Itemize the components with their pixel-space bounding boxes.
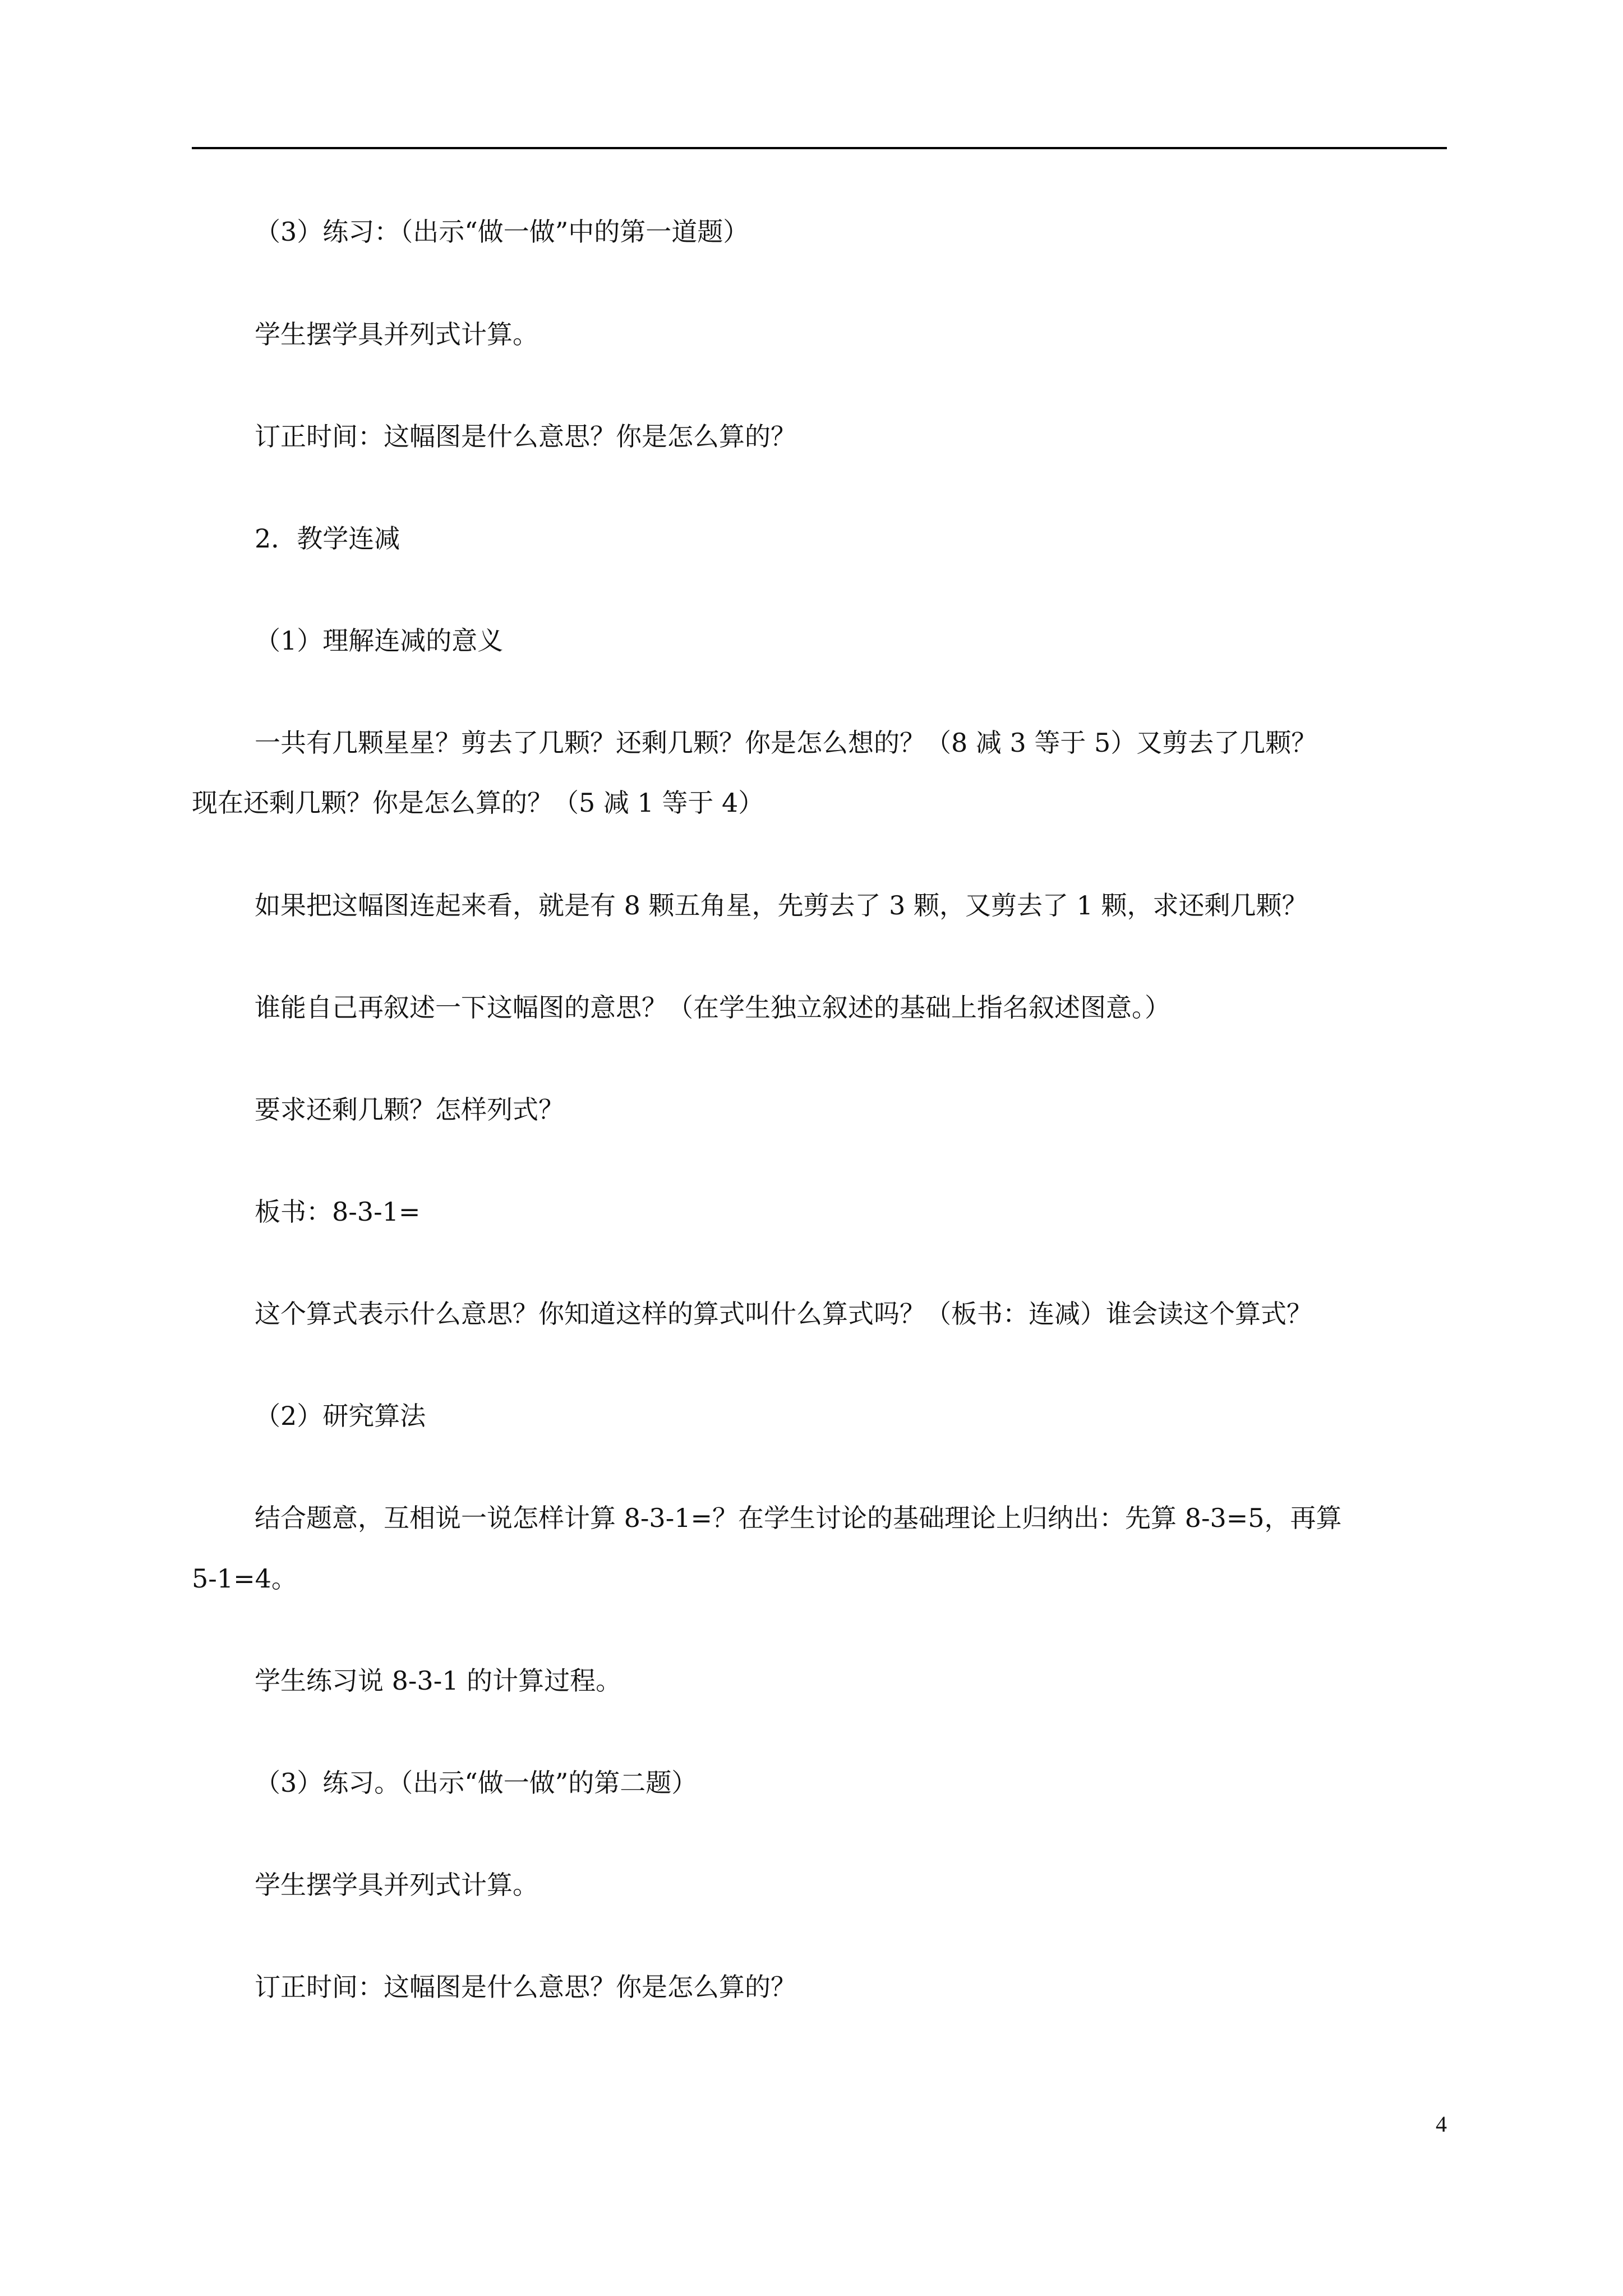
paragraph-retell: 谁能自己再叙述一下这幅图的意思？（在学生独立叙述的基础上指名叙述图意。） (255, 992, 1170, 1023)
subheading-algorithm: （2）研究算法 (255, 1401, 426, 1431)
paragraph-expression-meaning: 这个算式表示什么意思？你知道这样的算式叫什么算式吗？（板书：连减）谁会读这个算式？ (255, 1299, 1312, 1329)
paragraph-combined-view: 如果把这幅图连起来看，就是有 8 颗五角星，先剪去了 3 颗，又剪去了 1 颗，求还剩几颗？ (255, 890, 1308, 921)
paragraph-correction-2: 订正时间：这幅图是什么意思？你是怎么算的？ (255, 1972, 796, 2002)
paragraph-practice-2-heading: （3）练习。（出示“做一做”的第二题） (255, 1768, 698, 1798)
paragraph-how-to-write: 要求还剩几颗？怎样列式？ (255, 1094, 564, 1125)
section-heading-consecutive-subtraction: 2．教学连减 (255, 523, 400, 554)
paragraph-students-manipulatives-2: 学生摆学具并列式计算。 (255, 1870, 538, 1900)
paragraph-board-writing: 板书：8-3-1= (255, 1197, 421, 1227)
paragraph-stars-question-line2: 现在还剩几颗？你是怎么算的？（5 减 1 等于 4） (192, 788, 764, 818)
paragraph-practice-process: 学生练习说 8-3-1 的计算过程。 (255, 1665, 622, 1696)
paragraph-discussion-line1: 结合题意，互相说一说怎样计算 8-3-1=？在学生讨论的基础理论上归纳出：先算 8-3=5，再算 (255, 1503, 1342, 1533)
header-rule (192, 147, 1447, 149)
subheading-meaning: （1）理解连减的意义 (255, 625, 504, 656)
paragraph-correction-1: 订正时间：这幅图是什么意思？你是怎么算的？ (255, 421, 796, 452)
paragraph-stars-question-line1: 一共有几颗星星？剪去了几颗？还剩几颗？你是怎么想的？（8 减 3 等于 5）又剪去了几颗？ (255, 728, 1317, 758)
paragraph-practice-1-heading: （3）练习：（出示“做一做”中的第一道题） (255, 217, 749, 247)
paragraph-discussion-line2: 5-1=4。 (192, 1563, 297, 1594)
paragraph-students-manipulatives-1: 学生摆学具并列式计算。 (255, 319, 538, 349)
page-number: 4 (1436, 2111, 1447, 2137)
